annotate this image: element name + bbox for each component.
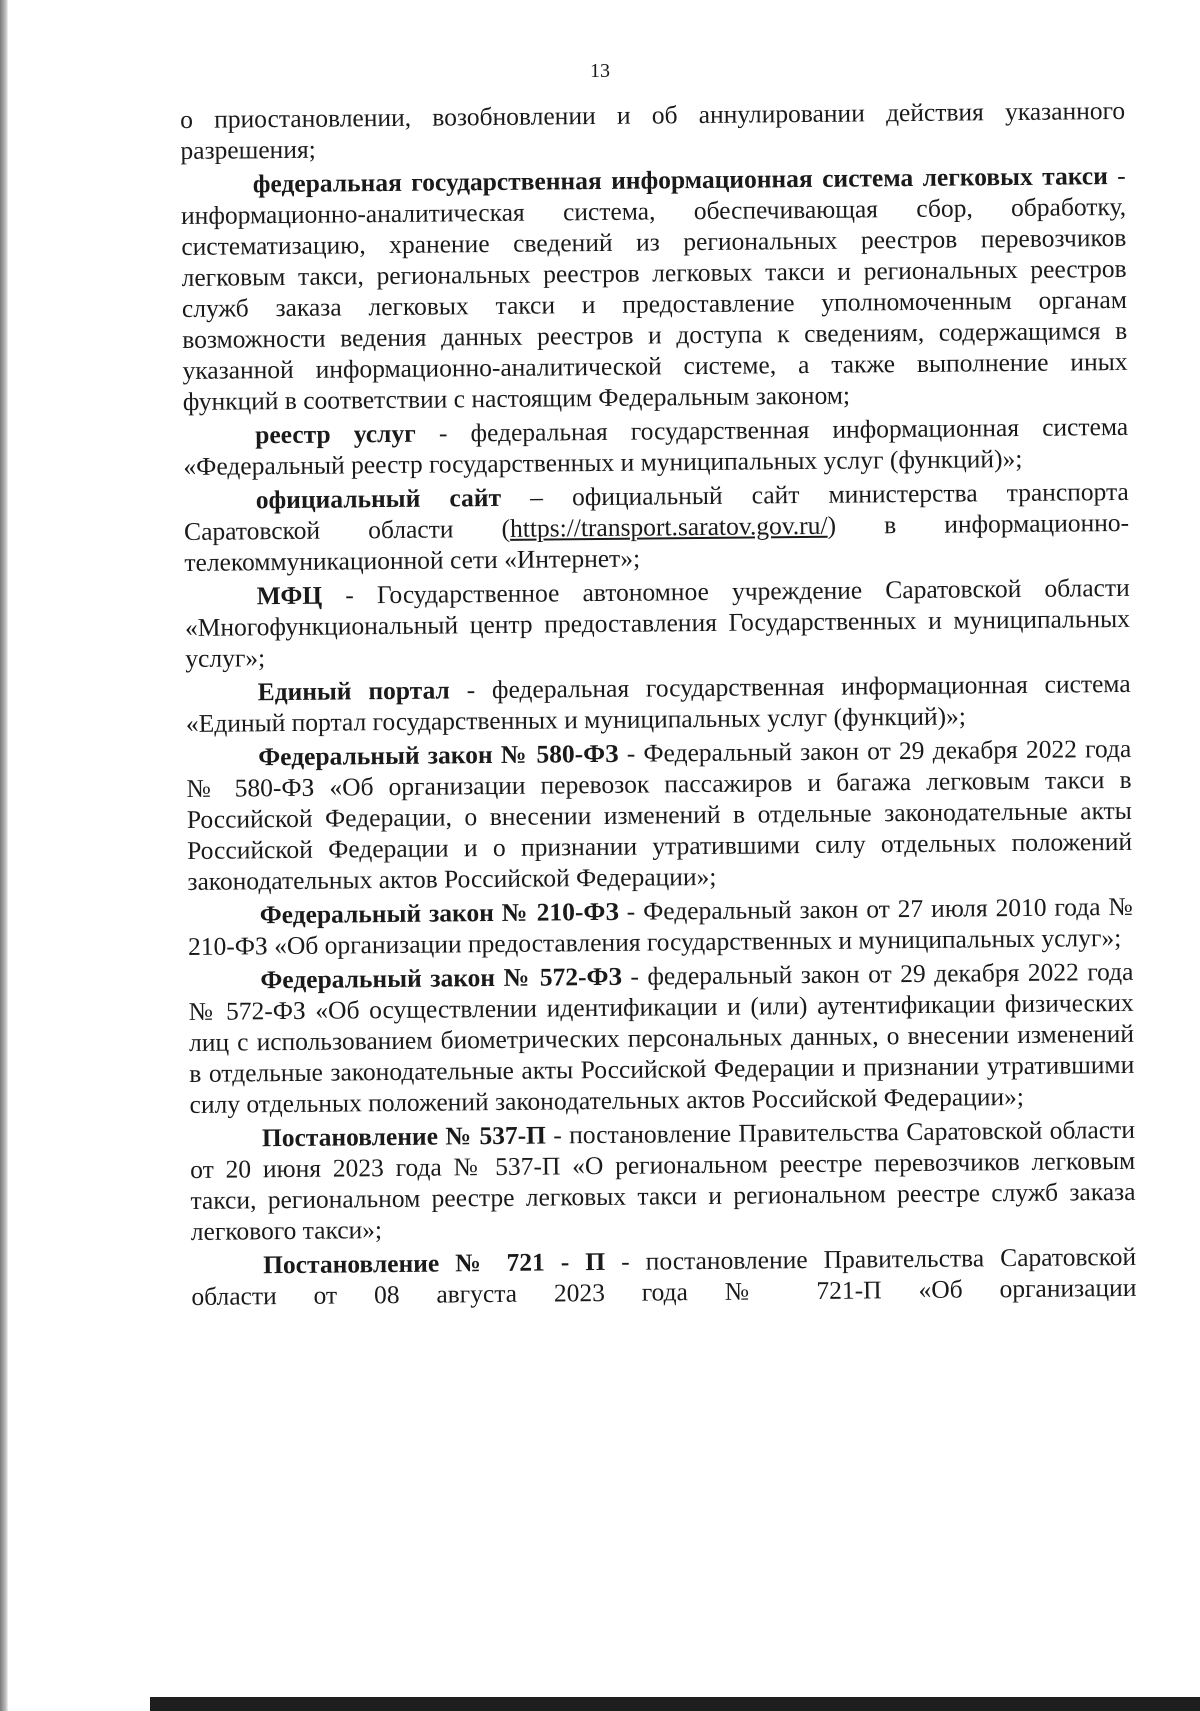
definition-text: - постановление Правительства Саратовской области от 08 августа 2023 года № 721-П «Об организации	[191, 1241, 1137, 1311]
definition-term: Постановление № 537-П	[261, 1120, 547, 1153]
definition-text: - постановление Правительства Саратовской области от 20 июня 2023 года № 537-П «О региональном реестре перевозчиков легковым такси, региональном реестре легковых такси и региональном реестре служб заказа легкового такси»;	[190, 1114, 1136, 1246]
definition-mfc	[185, 572, 1131, 674]
definition-text: ) в информационно-телекоммуникационной сети «Интернет»;	[184, 507, 1130, 577]
scan-bottom-edge	[150, 1697, 1200, 1711]
definition-term: официальный сайт	[255, 482, 502, 515]
definition-term: Федеральный закон № 572-ФЗ	[260, 961, 623, 995]
definition-text: - федеральная государственная информационная система «Единый портал государственных и муниципальных услуг (функций)»;	[185, 668, 1131, 738]
paragraph-text: о приостановлении, возобновлении и об аннулировании действия указанного разрешения;	[180, 95, 1126, 165]
definition-law-210	[188, 891, 1134, 962]
definition-unified-portal	[186, 668, 1132, 739]
definition-text: – официальный сайт министерства транспорта Саратовской области (	[183, 476, 1129, 546]
definition-term: Единый портал	[257, 675, 450, 707]
definition-term: МФЦ	[256, 580, 323, 611]
scan-left-edge	[0, 0, 8, 1711]
definition-law-580	[186, 733, 1132, 897]
definition-law-572	[188, 956, 1134, 1120]
document-body	[180, 95, 1137, 1315]
page-number: 13	[590, 60, 610, 82]
definition-term: Федеральный закон № 580-ФЗ	[258, 738, 619, 772]
definition-text: - федеральный закон от 29 декабря 2022 года № 572-ФЗ «Об осуществлении идентификации и (или) аутентификации физических лиц с использованием биометрических персональных данных, о внесении изменений в отдельные законодательные акты Российской Федерации и признании утратившими силу отдельных положений законодательных актов Российской Федерации»;	[188, 956, 1135, 1119]
definition-text: - информационно-аналитическая система, обеспечивающая сбор, обработку, систематизацию, хранение сведений из региональных реестров перевозчиков легковым такси, региональных реестров легковых такси и региональных реестров служб заказа легковых такси и предоставление уполномоченным органам возможности ведения данных реестров и доступа к сведениям, содержащимся в указанной информационно-аналитической системе, а также выполнение иных функций в соответствии с настоящим Федеральным законом;	[180, 160, 1128, 416]
definition-text: - Федеральный закон от 27 июля 2010 года № 210-ФЗ «Об организации предоставления государственных и муниципальных услуг»;	[187, 891, 1133, 961]
definition-term: федеральная государственная информационная система легковых такси	[252, 161, 1108, 199]
definition-term: Постановление № 721 - П	[263, 1246, 606, 1280]
definition-resolution-537	[190, 1114, 1136, 1247]
definition-text: - Государственное автономное учреждение Саратовской области «Многофункциональный центр предоставления Государственных и муниципальных услуг»;	[184, 572, 1131, 673]
definition-text: - федеральная государственная информационная система «Федеральный реестр государственных и муниципальных услуг (функций)»;	[183, 411, 1129, 481]
definition-term: Федеральный закон № 210-ФЗ	[259, 896, 619, 930]
definition-term: реестр услуг	[255, 418, 416, 450]
definition-resolution-721	[191, 1241, 1137, 1312]
definition-text: - Федеральный закон от 29 декабря 2022 года № 580-ФЗ «Об организации перевозок пассажиров и багажа легковым такси в Российской Федерации, о внесении изменений в отдельные законодательные акты Российской Федерации и о признании утратившими силу отдельных положений законодательных актов Российской Федерации»;	[186, 733, 1133, 896]
paragraph-continuation	[180, 95, 1126, 166]
definition-fgis-taxi	[181, 160, 1128, 417]
definition-services-registry	[183, 411, 1129, 482]
definition-official-site	[184, 476, 1130, 578]
official-site-link[interactable]: https://transport.saratov.gov.ru/	[509, 510, 828, 543]
